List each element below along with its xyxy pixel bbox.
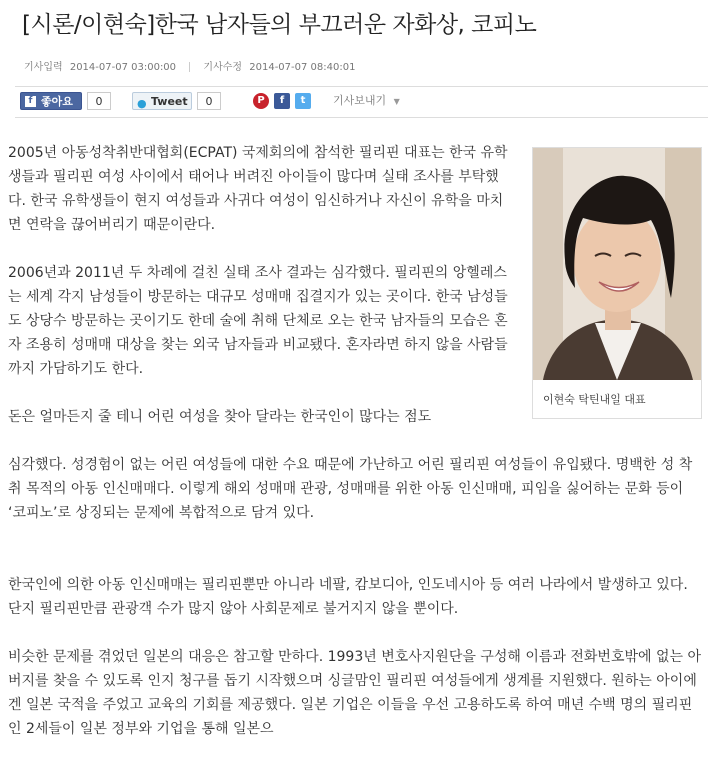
paragraph-3-start: 돈은 얼마든지 줄 테니 어린 여성을 찾아 달라는 한국인이 많다는 점도 bbox=[8, 409, 432, 425]
photo-caption: 이현숙 탁틴내일 대표 bbox=[543, 393, 646, 406]
chevron-down-icon: ▼ bbox=[393, 97, 400, 106]
twitter-share-icon[interactable]: t bbox=[295, 93, 311, 109]
send-article-label: 기사보내기 bbox=[333, 94, 387, 107]
edit-date-label: 기사수정 bbox=[203, 62, 243, 73]
facebook-like-count: 0 bbox=[87, 92, 111, 110]
share-toolbar bbox=[15, 86, 708, 118]
input-date-label: 기사입력 bbox=[24, 62, 63, 73]
meta-divider bbox=[189, 62, 190, 72]
twitter-bird-icon: ● bbox=[137, 97, 147, 110]
input-date: 2014-07-07 03:00:00 bbox=[69, 62, 177, 73]
tweet-count: 0 bbox=[197, 92, 221, 110]
facebook-thumb-icon: f bbox=[25, 96, 36, 107]
article-meta bbox=[24, 58, 355, 73]
author-photo bbox=[533, 148, 701, 380]
paragraph-1: 2005년 아동성착취반대협회(ECPAT) 국제회의에 참석한 필리핀 대표는 한국 유학생들과 필리핀 여성 사이에서 태어나 버려진 아이들이 많다며 실태 조사를 부탁했다. 한국 유학생들이 현지 여성들과 사귀다 여성이 임신하거나 자신이 유학을 마치면 연락을 끊어버리기 때문이란다. bbox=[8, 145, 508, 233]
paragraph-4: 한국인에 의한 아동 인신매매는 필리핀뿐만 아니라 네팔, 캄보디아, 인도네시아 등 여러 나라에서 발생하고 있다. 단지 필리핀만큼 관광객 수가 많지 않아 사회문제로 불거지지 않을 뿐이다. bbox=[8, 577, 688, 617]
facebook-like-label: 좋아요 bbox=[41, 95, 73, 108]
author-portrait-illustration bbox=[533, 148, 701, 380]
article-body bbox=[8, 141, 508, 429]
photo-box bbox=[532, 147, 702, 419]
article-title: [시론/이현숙]한국 남자들의 부끄러운 자화상, 코피노 bbox=[22, 12, 537, 38]
facebook-like-button[interactable] bbox=[20, 92, 82, 110]
pinterest-share-icon[interactable]: P bbox=[253, 93, 269, 109]
edit-date: 2014-07-07 08:40:01 bbox=[249, 62, 356, 73]
tweet-label: Tweet bbox=[151, 95, 188, 108]
paragraph-3-continued: 심각했다. 성경험이 없는 어린 여성들에 대한 수요 때문에 가난하고 어린 필리핀 여성들이 유입됐다. 명백한 성 착취 목적의 아동 인신매매다. 이렇게 해외 성매매 관광, 성매매를 위한 아동 인신매매, 피임을 싫어하는 문화 등이 ‘코피노’로 상징되는 문제에 복합적으로 담겨 있다. bbox=[8, 457, 693, 521]
send-article-button[interactable] bbox=[333, 92, 400, 110]
paragraph-5: 비슷한 문제를 겪었던 일본의 대응은 참고할 만하다. 1993년 변호사지원단을 구성해 이름과 전화번호밖에 없는 아버지를 찾을 수 있도록 인지 청구를 돕기 시작했으며 싱글맘인 필리핀 여성들에게 생계를 지원했다. 원하는 아이에겐 일본 국적을 주었고 교육의 기회를 제공했다. 일본 기업은 이들을 우선 고용하도록 하여 매년 수백 명의 필리핀인 2세들이 일본 정부와 기업을 통해 일본으 bbox=[8, 649, 701, 737]
facebook-share-icon[interactable]: f bbox=[274, 93, 290, 109]
tweet-button[interactable] bbox=[132, 92, 192, 110]
paragraph-2: 2006년과 2011년 두 차례에 걸친 실태 조사 결과는 심각했다. 필리핀의 앙헬레스는 세계 각지 남성들이 방문하는 대규모 성매매 집결지가 있는 곳이다. 한국 남성들도 상당수 방문하는 곳이기도 한데 술에 취해 단체로 오는 한국 남자들의 모습은 혼자 조용히 성매매 대상을 찾는 외국 남자들과 비교됐다. 혼자라면 하지 않을 사람들까지 가담하기도 한다. bbox=[8, 265, 508, 377]
